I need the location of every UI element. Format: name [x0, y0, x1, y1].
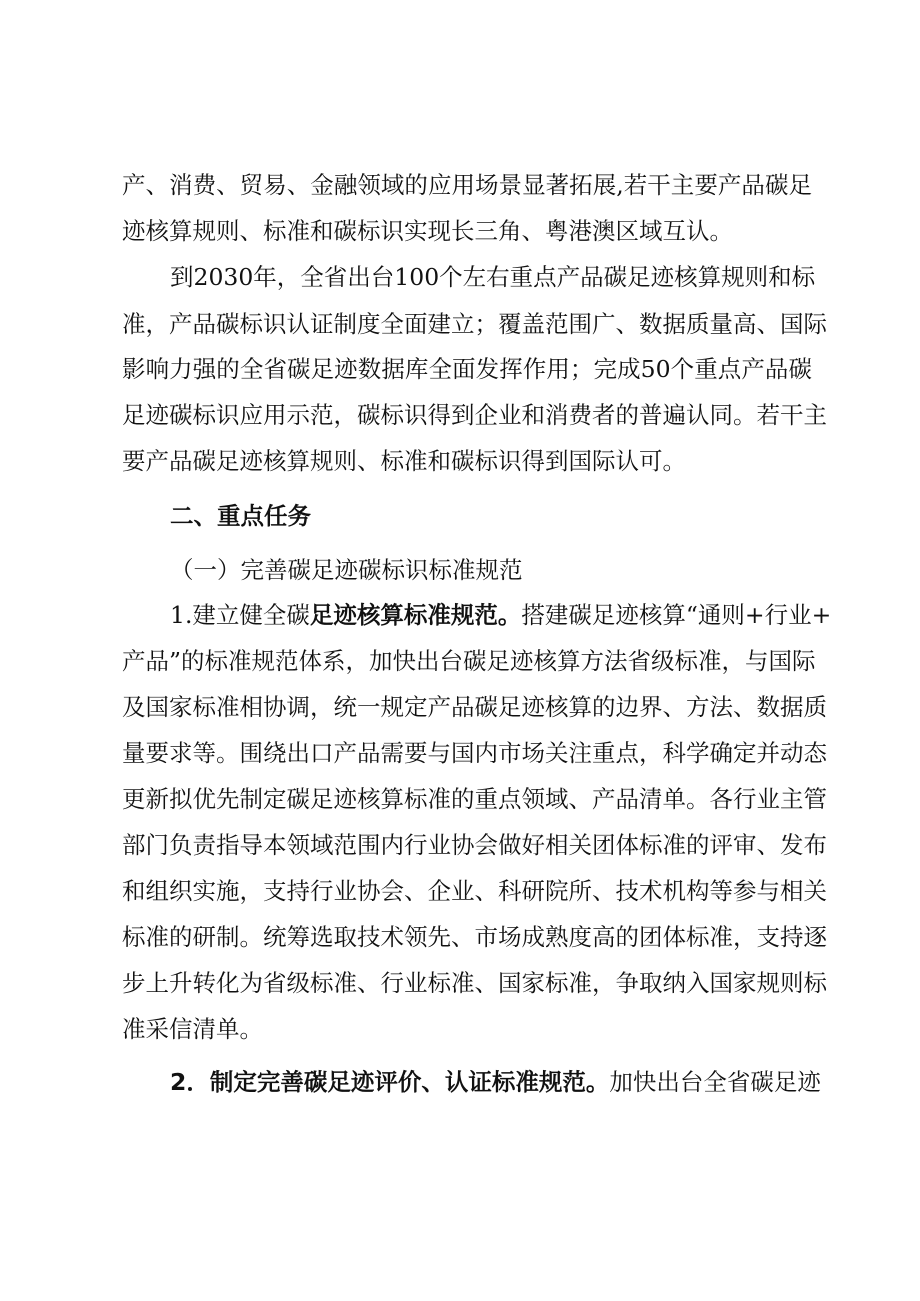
- item1-line-5: 更新拟优先制定碳足迹核算标准的重点领域、产品清单。各行业主管: [122, 785, 827, 813]
- section-heading: 二、重点任务: [170, 502, 311, 530]
- item1-bold-title: 足迹核算标准规范。: [309, 601, 522, 629]
- para2-line-2: 准，产品碳标识认证制度全面建立；覆盖范围广、数据质量高、国际: [122, 310, 827, 338]
- subsection-heading: （一）完善碳足迹碳标识标准规范: [170, 556, 523, 584]
- para2-line-4: 足迹碳标识应用示范，碳标识得到企业和消费者的普遍认同。若干主: [122, 401, 827, 429]
- item1-line-8: 标准的研制。统筹选取技术领先、市场成熟度高的团体标准，支持逐: [122, 923, 827, 951]
- item1-line-4: 量要求等。围绕出口产品需要与国内市场关注重点，科学确定并动态: [122, 739, 827, 767]
- item1-line-7: 和组织实施，支持行业协会、企业、科研院所、技术机构等参与相关: [122, 877, 827, 905]
- para1-line-2: 迹核算规则、标准和碳标识实现长三角、粤港澳区域互认。: [122, 217, 733, 245]
- item1-line-1: [170, 593, 832, 637]
- para2-line-5: 要产品碳足迹核算规则、标准和碳标识得到国际认可。: [122, 447, 686, 475]
- item2-bold-title: 2．制定完善碳足迹评价、认证标准规范。: [170, 1068, 610, 1096]
- item1-line-3: 及国家标准相协调，统一规定产品碳足迹核算的边界、方法、数据质: [122, 693, 827, 721]
- item1-prefix: 1.建立健全碳: [170, 601, 310, 629]
- item2-line-1: [170, 1060, 821, 1104]
- item1-line-10: 准采信清单。: [122, 1015, 263, 1043]
- item1-line-2: 产品”的标准规范体系，加快出台碳足迹核算方法省级标准，与国际: [122, 647, 816, 675]
- item1-first-line-rest: 搭建碳足迹核算“通则+行业+: [521, 601, 832, 629]
- para2-line-3: 影响力强的全省碳足迹数据库全面发挥作用；完成50个重点产品碳: [122, 355, 812, 383]
- item2-rest: 加快出台全省碳足迹: [609, 1068, 821, 1096]
- para2-line-1: 到2030年，全省出台100个左右重点产品碳足迹核算规则和标: [170, 263, 816, 291]
- para1-line-1: 产、消费、贸易、金融领域的应用场景显著拓展,若干主要产品碳足: [122, 171, 812, 199]
- item1-line-9: 步上升转化为省级标准、行业标准、国家标准，争取纳入国家规则标: [122, 969, 827, 997]
- item1-line-6: 部门负责指导本领域范围内行业协会做好相关团体标准的评审、发布: [122, 831, 827, 859]
